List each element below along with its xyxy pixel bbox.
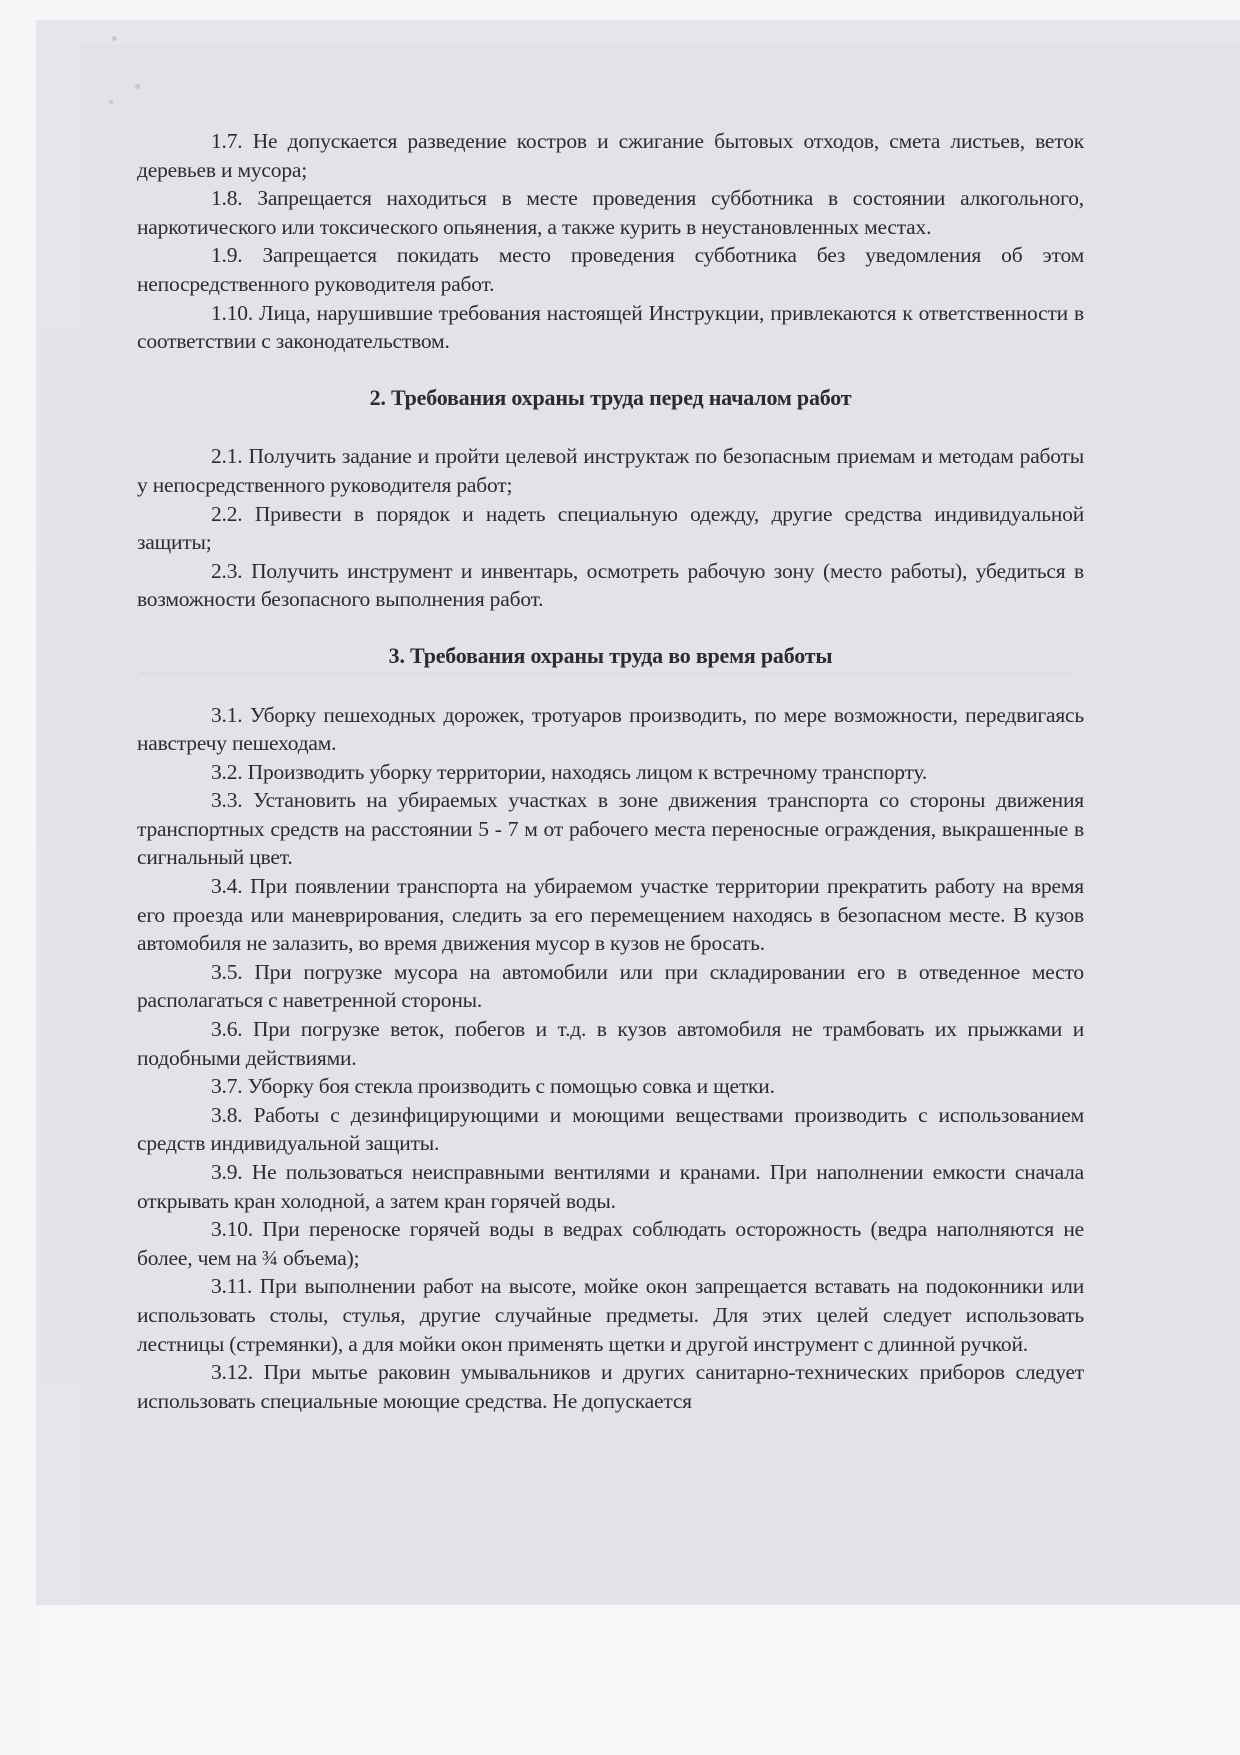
paragraph-2-2: 2.2. Привести в порядок и надеть специальную одежду, другие средства индивидуальной защиты; — [137, 501, 1084, 555]
paragraph-1-9: 1.9. Запрещается покидать место проведения субботника без уведомления об этом непосредственного руководителя работ. — [137, 243, 1084, 296]
section-2-heading: 2. Требования охраны труда перед началом работ — [369, 384, 852, 410]
paragraph-3-9: 3.9. Не пользоваться неисправными вентилями и кранами. При наполнении емкости сначала открывать кран холодной, а затем кран горячей воды. — [137, 1160, 1084, 1213]
paragraph-1-10: 1.10. Лица, нарушившие требования настоящей Инструкции, привлекаются к ответственности в соответствии с законодательством. — [137, 300, 1084, 354]
paragraph-3-7: 3.7. Уборку боя стекла производить с помощью совка и щетки. — [211, 1074, 775, 1099]
scan-speck — [109, 100, 113, 104]
paragraph-2-1: 2.1. Получить задание и пройти целевой инструктаж по безопасным приемам и методам работы у непосредственного руководителя работ; — [137, 444, 1084, 497]
scan-speck — [112, 36, 117, 41]
scan-speck — [135, 84, 140, 89]
paragraph-2-3: 2.3. Получить инструмент и инвентарь, осмотреть рабочую зону (место работы), убедиться в возможности безопасного выполнения работ. — [137, 558, 1084, 612]
paragraph-3-12: 3.12. При мытье раковин умывальников и других санитарно-технических приборов следует использовать специальные моющие средства. Не допускается — [137, 1360, 1084, 1413]
paragraph-3-8: 3.8. Работы с дезинфицирующими и моющими веществами производить с использованием средств индивидуальной защиты. — [137, 1102, 1084, 1156]
paragraph-3-11: 3.11. При выполнении работ на высоте, мойке окон запрещается вставать на подоконники или использовать столы, стулья, другие случайные предметы. Для этих целей следует использовать лестницы (стремянки), а для мойки окон применять щетки и другой инструмент с длинной ручкой. — [137, 1274, 1084, 1356]
paragraph-3-3: 3.3. Установить на убираемых участках в зоне движения транспорта со стороны движения транспортных средств на расстоянии 5 - 7 м от рабочего места переносные ограждения, выкрашенные в сигнальный цвет. — [137, 788, 1084, 870]
paragraph-3-4: 3.4. При появлении транспорта на убираемом участке территории прекратить работу на время его проезда или маневрирования, следить за его перемещением находясь в безопасном месте. В кузов автомобиля не залазить, во время движения мусор в кузов не бросать. — [137, 874, 1084, 956]
section-3-heading: 3. Требования охраны труда во время работы — [388, 642, 833, 668]
page-bottom-margin — [36, 1605, 1240, 1755]
paragraph-1-8: 1.8. Запрещается находиться в месте проведения субботника в состоянии алкогольного, наркотического или токсического опьянения, а также курить в неустановленных местах. — [137, 186, 1084, 239]
paragraph-3-5: 3.5. При погрузке мусора на автомобили или при складировании его в отведенное место располагаться с наветренной стороны. — [137, 959, 1084, 1013]
paragraph-1-7: 1.7. Не допускается разведение костров и сжигание бытовых отходов, смета листьев, веток деревьев и мусора; — [137, 129, 1084, 182]
document-body — [137, 127, 1084, 1415]
paragraph-3-10: 3.10. При переноске горячей воды в ведрах соблюдать осторожность (ведра наполняются не более, чем на ¾ объема); — [137, 1217, 1084, 1270]
paragraph-3-1: 3.1. Уборку пешеходных дорожек, тротуаров производить, по мере возможности, передвигаясь навстречу пешеходам. — [137, 702, 1084, 756]
paragraph-3-6: 3.6. При погрузке веток, побегов и т.д. в кузов автомобиля не трамбовать их прыжками и подобными действиями. — [137, 1017, 1084, 1070]
paragraph-3-2: 3.2. Производить уборку территории, находясь лицом к встречному транспорту. — [211, 759, 928, 784]
